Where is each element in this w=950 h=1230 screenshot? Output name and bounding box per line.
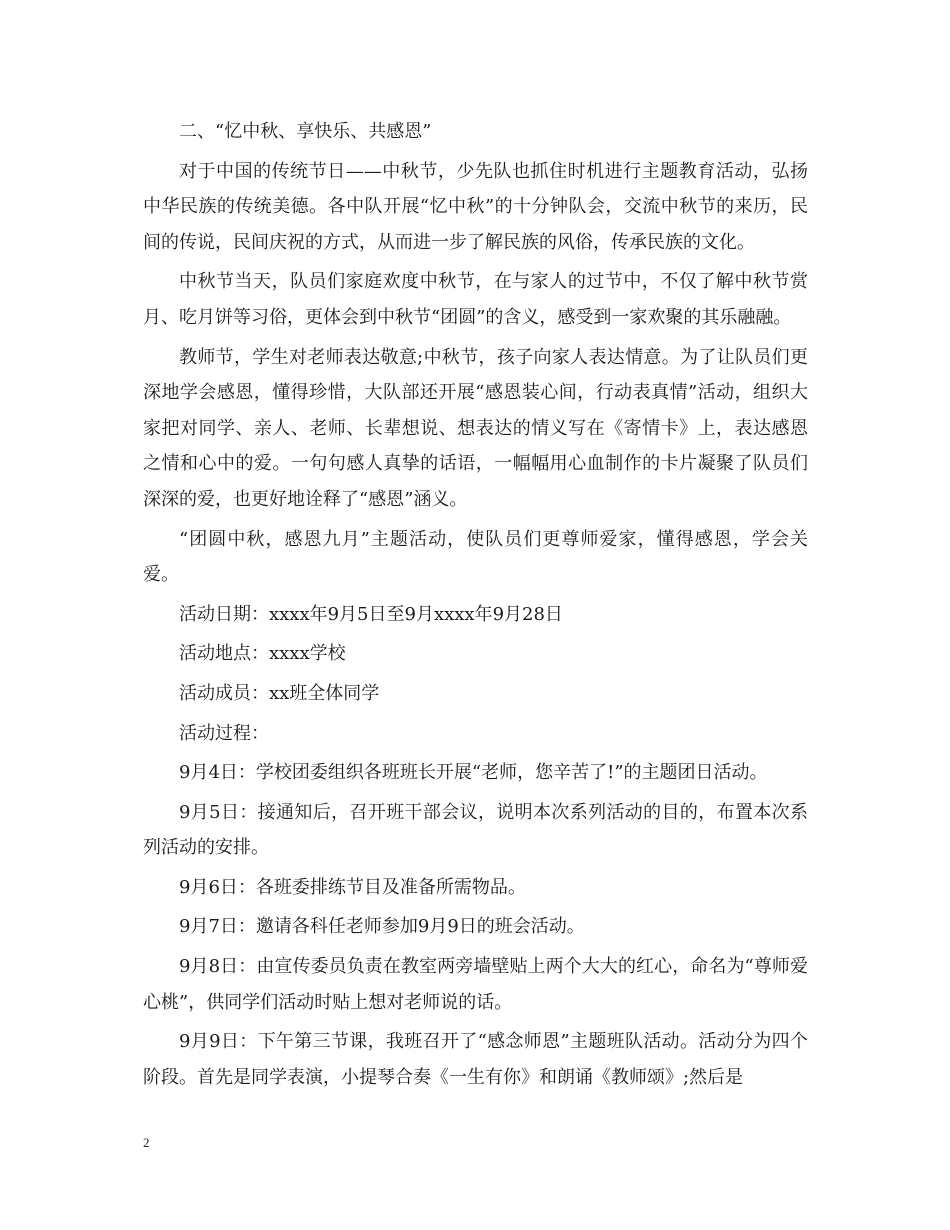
activity-date: 活动日期：xxxx年9月5日至9月xxxx年9月28日 <box>179 603 563 625</box>
activity-process-label: 活动过程： <box>179 722 269 744</box>
activity-location: 活动地点：xxxx学校 <box>179 643 346 665</box>
page-number: 2 <box>143 1135 150 1150</box>
activity-members: 活动成员：xx班全体同学 <box>179 682 380 704</box>
paragraph-theme-summary: “团圆中秋，感恩九月”主题活动，使队员们更尊师爱家，懂得感恩，学会关爱。 <box>143 528 808 586</box>
schedule-item-sep-4: 9月4日：学校团委组织各班班长开展“老师，您辛苦了!”的主题团日活动。 <box>179 762 768 784</box>
schedule-item-sep-6: 9月6日：各班委排练节目及准备所需物品。 <box>179 876 526 898</box>
schedule-item-sep-7: 9月7日：邀请各科任老师参加9月9日的班会活动。 <box>179 916 585 938</box>
schedule-item-sep-8: 9月8日：由宣传委员负责在教室两旁墙壁贴上两个大大的红心，命名为“尊师爱心桃”，供同学们活动时贴上想对老师说的话。 <box>143 956 808 1013</box>
schedule-item-sep-5: 9月5日：接通知后，召开班干部会议，说明本次系列活动的目的，布置本次系列活动的安排。 <box>143 801 808 859</box>
paragraph-mid-autumn-education: 对于中国的传统节日——中秋节，少先队也抓住时机进行主题教育活动，弘扬中华民族的传统美德。各中队开展“忆中秋”的十分钟队会，交流中秋节的来历，民间的传说，民间庆祝的方式，从而进一步了解民族的风俗，传承民族的文化。 <box>143 160 808 253</box>
document-body <box>143 114 808 1099</box>
schedule-item-sep-9: 9月9日：下午第三节课，我班召开了“感念师恩”主题班队活动。活动分为四个阶段。首先是同学表演，小提琴合奏《一生有你》和朗诵《教师颂》;然后是 <box>143 1031 808 1088</box>
paragraph-mid-autumn-day: 中秋节当天，队员们家庭欢度中秋节，在与家人的过节中，不仅了解中秋节赏月、吃月饼等习俗，更体会到中秋节“团圆”的含义，感受到一家欢聚的其乐融融。 <box>143 271 808 328</box>
section-heading: 二、“忆中秋、享快乐、共感恩” <box>179 121 432 142</box>
paragraph-gratitude-activity: 教师节，学生对老师表达敬意;中秋节，孩子向家人表达情意。为了让队员们更深地学会感恩，懂得珍惜，大队部还开展“感恩装心间，行动表真情”活动，组织大家把对同学、亲人、老师、长辈想说、想表达的情义写在《寄情卡》上，表达感恩之情和心中的爱。一句句感人真挚的话语，一幅幅用心血制作的卡片凝聚了队员们深深的爱，也更好地诠释了“感恩”涵义。 <box>143 346 808 510</box>
